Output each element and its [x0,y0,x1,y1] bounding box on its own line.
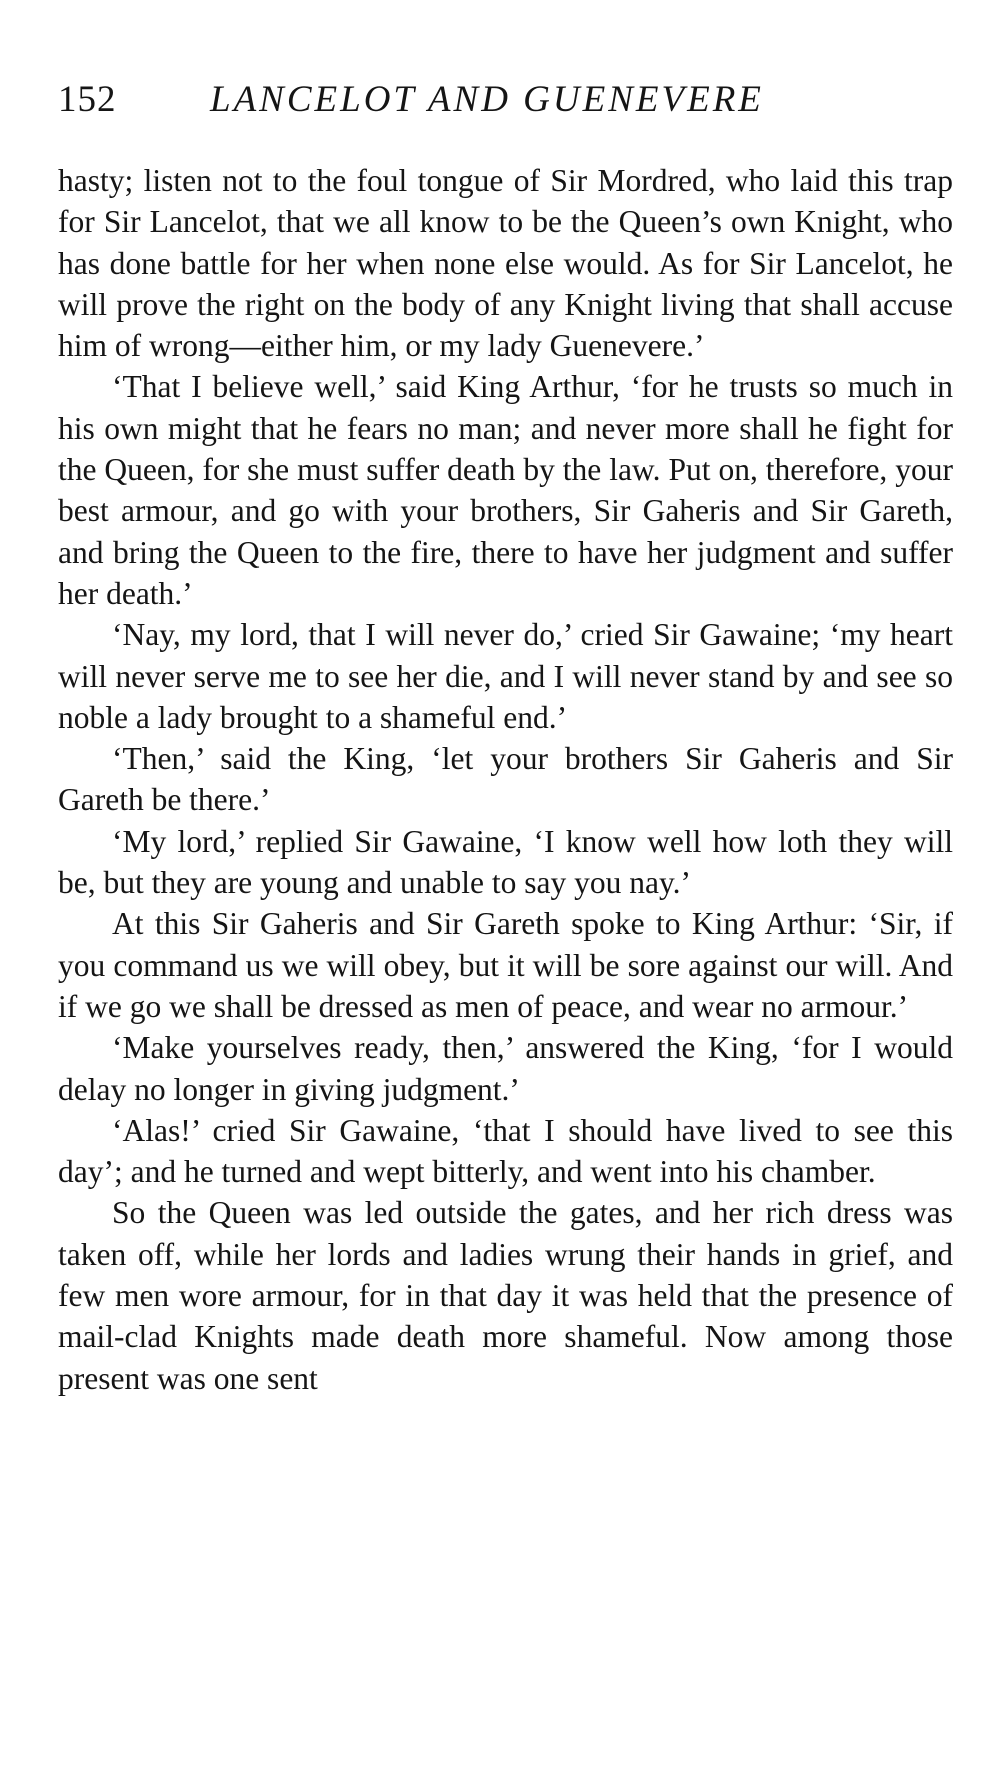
paragraph-continuation: hasty; listen not to the foul tongue of Sir Mordred, who laid this trap for Sir Lancelot, that we all know to be the Queen’s own Knight, who has done battle for her when none else would. As for Sir Lancelot, he will prove the right on the body of any Knight living that shall accuse him of wrong—either him, or my lady Guenevere.’ [58,163,953,364]
paragraph: ‘My lord,’ replied Sir Gawaine, ‘I know well how loth they will be, but they are young and unable to say you nay.’ [58,823,953,901]
paragraph: ‘That I believe well,’ said King Arthur, ‘for he trusts so much in his own might that he fears no man; and never more shall he fight for the Queen, for she must suffer death by the law. Put on, therefore, your best armour, and go with your brothers, Sir Gaheris and Sir Gareth, and bring the Queen to the fire, there to have her judgment and suffer her death.’ [58,369,953,611]
running-head [58,78,953,138]
paragraph: ‘Alas!’ cried Sir Gawaine, ‘that I should have lived to see this day’; and he turned and wept bitterly, and went into his chamber. [58,1112,953,1190]
paragraph: ‘Make yourselves ready, then,’ answered the King, ‘for I would delay no longer in giving judgment.’ [58,1030,953,1107]
page-number: 152 [58,79,117,120]
book-page [58,78,953,1399]
running-title: LANCELOT AND GUENEVERE [210,79,764,120]
paragraph: At this Sir Gaheris and Sir Gareth spoke to King Arthur: ‘Sir, if you command us we will obey, but it will be sore against our will. And if we go we shall be dressed as men of peace, and wear no armour.’ [58,906,953,1024]
paragraph: ‘Nay, my lord, that I will never do,’ cried Sir Gawaine; ‘my heart will never serve me to see her die, and I will never stand by and see so noble a lady brought to a shameful end.’ [58,617,953,735]
paragraph: ‘Then,’ said the King, ‘let your brothers Sir Gaheris and Sir Gareth be there.’ [58,741,953,818]
paragraph: So the Queen was led outside the gates, and her rich dress was taken off, while her lords and ladies wrung their hands in grief, and few men wore armour, for in that day it was held that the presence of mail-clad Knights made death more shameful. Now among those present was one sent [58,1195,953,1396]
body-text [58,160,953,1399]
